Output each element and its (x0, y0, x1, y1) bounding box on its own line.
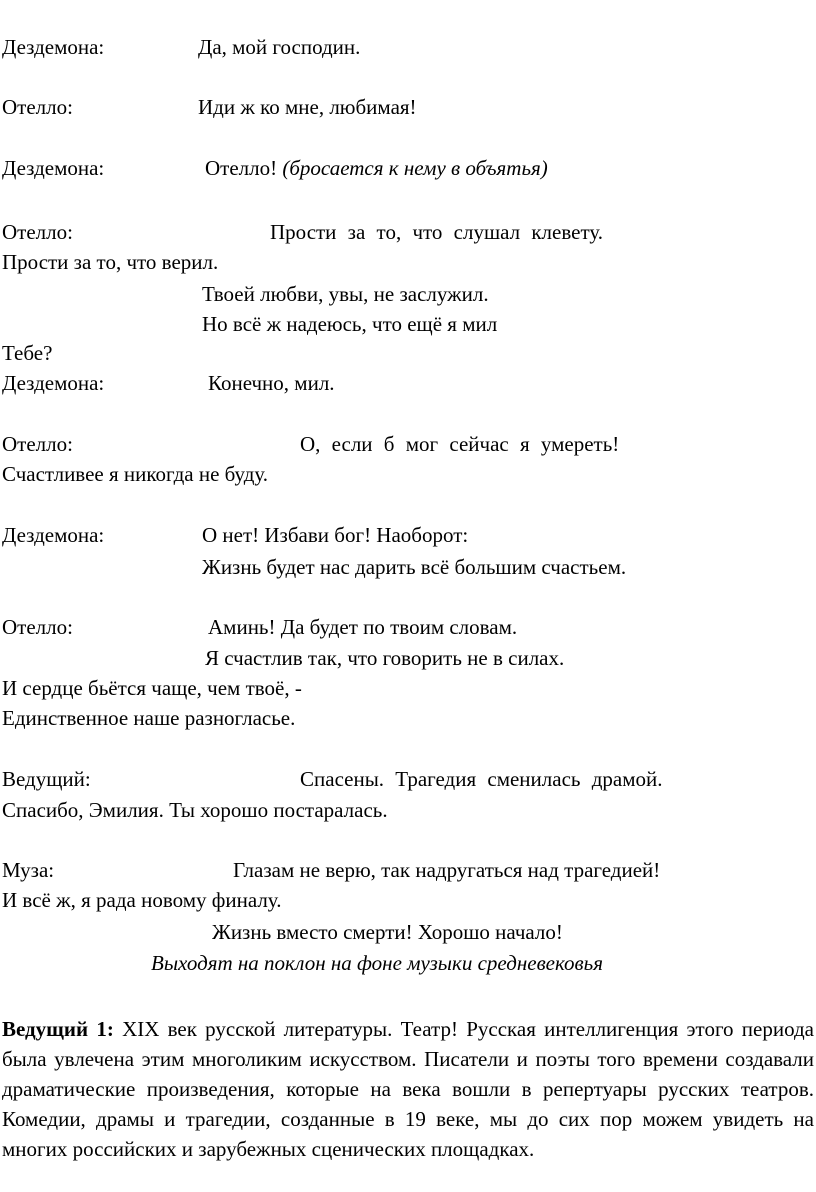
line-text: О, если б мог сейчас я умереть! (300, 432, 620, 456)
line-text: Единственное наше разногласье. (2, 706, 296, 730)
line-text-main: Отелло! (205, 156, 278, 180)
line-text: Я счастлив так, что говорить не в силах. (205, 646, 565, 670)
narrator-speaker: Ведущий 1: (2, 1017, 114, 1041)
line-speaker: Муза: (2, 858, 55, 882)
narrator-paragraph (2, 1014, 814, 1164)
stage-direction: Выходят на поклон на фоне музыки средневековья (151, 951, 603, 975)
line-text: И всё ж, я рада новому финалу. (2, 888, 282, 912)
line-speaker: Отелло: (2, 220, 73, 244)
stage-direction: (бросается к нему в объятья) (282, 156, 548, 180)
line-text: Тебе? (2, 341, 53, 365)
line-speaker: Отелло: (2, 432, 73, 456)
line-text: Прости за то, что слушал клевету. (270, 220, 604, 244)
line-text: Глазам не верю, так надругаться над трагедией! (233, 858, 661, 882)
line-text: Но всё ж надеюсь, что ещё я мил (202, 312, 498, 336)
line-text: Иди ж ко мне, любимая! (198, 95, 417, 119)
line-text: Да, мой господин. (198, 35, 361, 59)
line-speaker: Отелло: (2, 95, 73, 119)
line-text: Аминь! Да будет по твоим словам. (208, 615, 518, 639)
line-text: Твоей любви, увы, не заслужил. (202, 282, 489, 306)
line-text: Жизнь вместо смерти! Хорошо начало! (212, 920, 563, 944)
line-speaker: Ведущий: (2, 767, 91, 791)
line-text: И сердце бьётся чаще, чем твоё, - (2, 676, 302, 700)
line-text: Спасены. Трагедия сменилась драмой. (300, 767, 663, 791)
line-text (205, 155, 548, 181)
line-speaker: Дездемона: (2, 156, 105, 180)
narrator-text: XIX век русской литературы. Театр! Русская интеллигенция этого периода была увлечена этим многоликим искусством. Писатели и поэты того времени создавали драматические произведения, которые на века вошли в репертуары русских театров. Комедии, драмы и трагедии, созданные в 19 веке, мы до сих пор можем увидеть на многих российских и зарубежных сценических площадках. (2, 1017, 814, 1161)
line-speaker: Дездемона: (2, 523, 105, 547)
line-text: Счастливее я никогда не буду. (2, 462, 269, 486)
line-text: Конечно, мил. (208, 371, 335, 395)
line-text: Спасибо, Эмилия. Ты хорошо постаралась. (2, 798, 388, 822)
line-speaker: Дездемона: (2, 371, 105, 395)
line-speaker: Дездемона: (2, 35, 105, 59)
line-text: Прости за то, что верил. (2, 250, 219, 274)
line-speaker: Отелло: (2, 615, 73, 639)
line-text: О нет! Избави бог! Наоборот: (202, 523, 469, 547)
line-text: Жизнь будет нас дарить всё большим счастьем. (202, 555, 627, 579)
